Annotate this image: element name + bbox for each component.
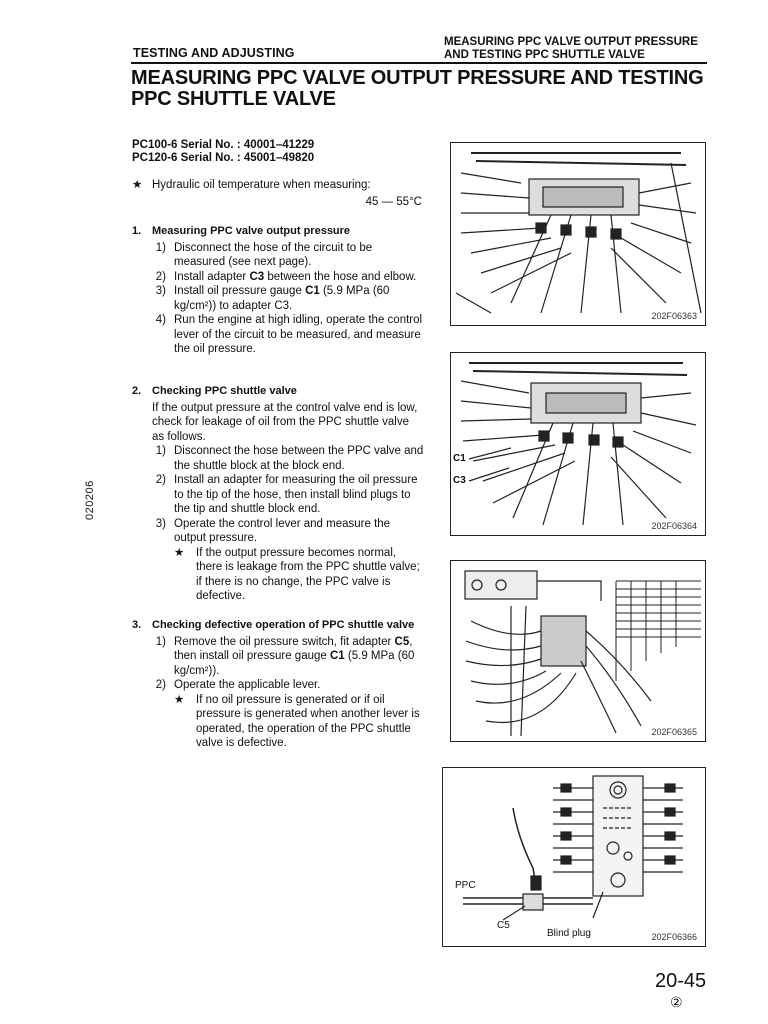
page-title — [131, 68, 711, 110]
step: 2) Install an adapter for measuring the oil pressure to the tip of the hose, then install blind plugs to the tip and shuttle block end. — [155, 474, 418, 515]
serial-line: PC120-6 Serial No. : 45001–49820 — [132, 152, 315, 164]
star-note: ★ If the output pressure becomes normal, there is leakage from the PPC shuttle valve; if there is no change, the PPC valve is defective. — [174, 546, 420, 602]
star-icon: ★ — [174, 693, 185, 706]
callout-ppc: PPC — [455, 880, 476, 891]
step: 1) Disconnect the hose of the circuit to be measured (see next page). — [155, 241, 373, 268]
page-title-line2: PPC SHUTTLE VALVE — [131, 88, 336, 110]
section-title: 2. Checking PPC shuttle valve — [132, 385, 297, 397]
star-icon: ★ — [132, 179, 143, 191]
figure-label: 202F06366 — [651, 932, 697, 942]
section-checking-shuttle-valve — [132, 384, 424, 604]
step: 2) Operate the applicable lever. — [155, 679, 321, 691]
star-note: ★ If no oil pressure is generated or if oil pressure is generated when another lever is operated, the operation of the PPC shuttle valve is defective. — [174, 693, 420, 749]
shuttle-block-drawing — [451, 561, 705, 741]
running-header-left: TESTING AND ADJUSTING — [133, 46, 295, 60]
section-measuring-output-pressure — [132, 224, 424, 357]
control-valve-drawing — [451, 353, 705, 535]
callout-c1: C1 — [453, 453, 466, 464]
page-number: 20-45 — [655, 970, 707, 992]
figure-label: 202F06365 — [651, 727, 697, 737]
section-intro: If the output pressure at the control valve end is low, check for leakage of oil from the PPC shuttle valve as follows. — [152, 401, 418, 443]
revision-mark: ② — [670, 994, 683, 1010]
header-rule — [131, 62, 707, 64]
section-title: 1. Measuring PPC valve output pressure — [132, 225, 351, 237]
running-header-right-line1: MEASURING PPC VALVE OUTPUT PRESSURE — [444, 36, 698, 48]
figure-label: 202F06364 — [651, 521, 697, 531]
step: 3) Operate the control lever and measure the output pressure. — [155, 517, 391, 544]
figure-label: 202F06363 — [651, 311, 697, 321]
figure-shuttle-block — [450, 560, 706, 742]
step: 2) Install adapter C3 between the hose and elbow. — [155, 270, 417, 283]
page-title-line1: MEASURING PPC VALVE OUTPUT PRESSURE AND TESTING — [131, 67, 704, 89]
temperature-note-text: Hydraulic oil temperature when measuring: — [152, 179, 371, 191]
star-icon: ★ — [174, 546, 185, 559]
running-header-right-line2: AND TESTING PPC SHUTTLE VALVE — [444, 49, 645, 61]
figure-control-valve-1 — [450, 142, 706, 326]
shuttle-valve-diagram — [443, 768, 705, 946]
serial-line: PC100-6 Serial No. : 40001–41229 — [132, 139, 315, 151]
step: 3) Install oil pressure gauge C1 (5.9 MPa (60 kg/cm²)) to adapter C3. — [155, 285, 390, 312]
section-checking-defective-operation — [132, 618, 424, 751]
temperature-value: 45 — 55°C — [365, 196, 422, 208]
step: 1) Remove the oil pressure switch, fit adapter C5, then install oil pressure gauge C1 (5.9 MPa (60 kg/cm²)). — [155, 635, 415, 677]
figure-shuttle-valve-diagram — [442, 767, 706, 947]
section-title: 3. Checking defective operation of PPC shuttle valve — [132, 619, 415, 631]
control-valve-drawing — [451, 143, 705, 325]
running-header-right — [444, 36, 714, 62]
callout-c3: C3 — [453, 475, 466, 486]
figure-control-valve-2 — [450, 352, 706, 536]
step: 4) Run the engine at high idling, operate the control lever of the circuit to be measured, and measure the oil pressure. — [155, 314, 423, 355]
serial-numbers — [132, 139, 314, 165]
temperature-note — [132, 178, 422, 209]
side-document-code: 020206 — [84, 480, 96, 520]
step: 1) Disconnect the hose between the PPC valve and the shuttle block at the block end. — [155, 445, 424, 472]
callout-c5: C5 — [497, 920, 510, 931]
callout-blind-plug: Blind plug — [547, 928, 591, 939]
